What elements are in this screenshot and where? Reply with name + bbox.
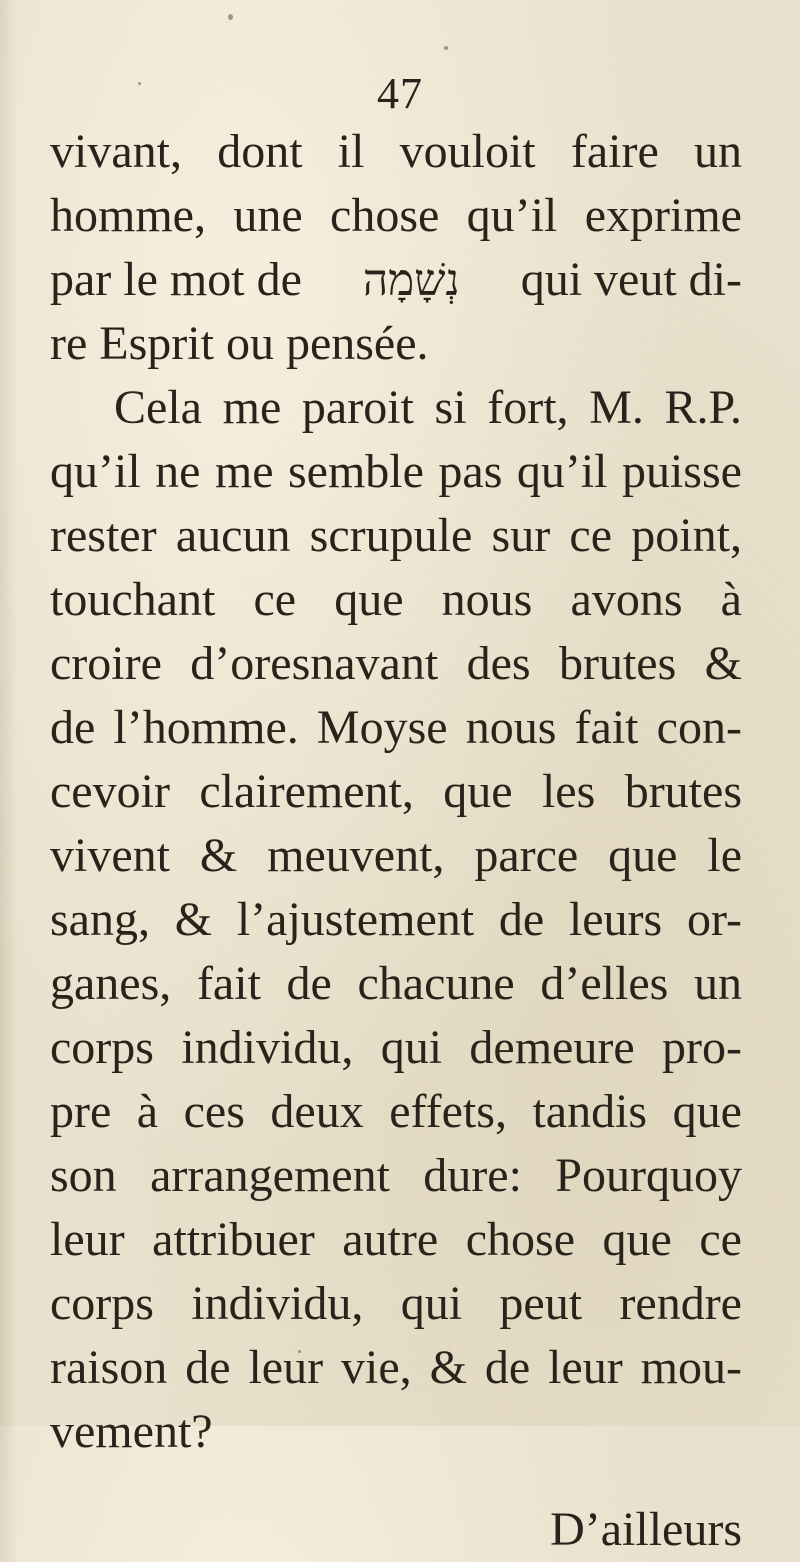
word: cevoir (50, 765, 170, 818)
word: deux (270, 1085, 364, 1138)
word: M. (589, 381, 644, 434)
word: si (434, 381, 467, 434)
word: avons (570, 573, 683, 626)
body-text (50, 120, 742, 1562)
word: & (174, 893, 213, 946)
word: tandis (532, 1085, 648, 1138)
word: effets, (389, 1085, 507, 1138)
word: puisse (621, 445, 742, 498)
word: qu’il (50, 445, 141, 498)
word: ces (183, 1085, 245, 1138)
word: dont (217, 125, 303, 178)
word: de (185, 1341, 231, 1394)
word: autre (342, 1213, 439, 1266)
word: un (693, 957, 742, 1010)
word: attribuer (152, 1213, 315, 1266)
text-line (50, 632, 742, 696)
word: d’elles (540, 957, 669, 1010)
word: peut (499, 1277, 583, 1330)
word: fait (196, 957, 261, 1010)
text-line (50, 824, 742, 888)
text-line (50, 120, 742, 184)
word: sang, (50, 893, 150, 946)
text-line (50, 888, 742, 952)
word: exprime (584, 189, 742, 242)
word: leur (548, 1341, 623, 1394)
word: ganes, (50, 957, 172, 1010)
word: scrupule (309, 509, 473, 562)
word: son (50, 1149, 117, 1202)
word: nous (441, 573, 533, 626)
word: semble (287, 445, 424, 498)
word: qu’il (466, 189, 558, 242)
ink-speck (444, 46, 448, 50)
word: Pourquoy (555, 1149, 742, 1202)
word: de (484, 1341, 531, 1394)
word: point, (631, 509, 742, 562)
word: une (233, 189, 303, 242)
word: des (466, 637, 531, 690)
word: corps (50, 1277, 154, 1330)
word: que (443, 765, 513, 818)
word: que (672, 1085, 742, 1138)
word: un (693, 125, 742, 178)
word: me (214, 445, 274, 498)
word: corps (50, 1021, 154, 1074)
word: touchant (50, 573, 216, 626)
paragraph-start-line (50, 376, 742, 440)
word: le (707, 829, 742, 882)
text-line (50, 504, 742, 568)
word: or- (686, 893, 742, 946)
word: ce (253, 573, 297, 626)
word: mou- (640, 1341, 742, 1394)
word: à (720, 573, 742, 626)
word: fait (574, 701, 639, 754)
word: con- (656, 701, 742, 754)
word: & (704, 637, 742, 690)
word: meuvent, (267, 829, 445, 882)
text-line (50, 440, 742, 504)
word: Cela (114, 381, 202, 434)
word: leur (248, 1341, 324, 1394)
word: chacune (357, 957, 515, 1010)
word: de (498, 893, 545, 946)
word: sur (491, 509, 551, 562)
word: d’oresnavant (190, 637, 439, 690)
word: demeure (469, 1021, 635, 1074)
catchword: D’ailleurs (550, 1503, 742, 1556)
text-segment: qui veut di- (520, 253, 742, 306)
word: il (337, 125, 365, 178)
word: vie, (341, 1341, 412, 1394)
word: rester (50, 509, 157, 562)
text-line (50, 1336, 742, 1400)
word: que (608, 829, 678, 882)
text-line (50, 1272, 742, 1336)
word: R.P. (664, 381, 742, 434)
word: me (222, 381, 282, 434)
word: nous (465, 701, 557, 754)
text-line: vement? (50, 1405, 213, 1458)
word: qu’il (516, 445, 608, 498)
word: pro- (662, 1021, 742, 1074)
text-line: re Esprit ou pensée. (50, 317, 429, 370)
text-line (50, 1144, 742, 1208)
word: ce (699, 1213, 742, 1266)
word: qui (380, 1021, 443, 1074)
word: dure: (423, 1149, 522, 1202)
word: l’homme. (113, 701, 299, 754)
word: pas (438, 445, 503, 498)
word: individu, (181, 1021, 354, 1074)
word: que (602, 1213, 672, 1266)
word: individu, (191, 1277, 364, 1330)
word: de (286, 957, 332, 1010)
word: & (429, 1341, 467, 1394)
word: de (50, 701, 96, 754)
text-line (50, 760, 742, 824)
word: vivant, (50, 125, 182, 178)
word: paroit (301, 381, 414, 434)
word: brutes (558, 637, 677, 690)
text-line (50, 696, 742, 760)
word: leur (50, 1213, 125, 1266)
word: que (334, 573, 404, 626)
word: homme, (50, 189, 206, 242)
word: clairement, (199, 765, 414, 818)
word: parce (474, 829, 579, 882)
word: raison (50, 1341, 168, 1394)
word: chose (465, 1213, 575, 1266)
word: brutes (624, 765, 742, 818)
word: à (136, 1085, 159, 1138)
word: ne (155, 445, 201, 498)
text-line (50, 1080, 742, 1144)
text-segment: par le mot de (50, 253, 302, 306)
word: chose (330, 189, 440, 242)
word: fort, (487, 381, 569, 434)
word: vivent (50, 829, 170, 882)
text-line (50, 952, 742, 1016)
word: rendre (619, 1277, 742, 1330)
word: ce (569, 509, 613, 562)
word: les (541, 765, 596, 818)
word: aucun (175, 509, 291, 562)
word: pre (50, 1085, 112, 1138)
hebrew-word: נְשָׁמָה (362, 255, 460, 306)
text-line (50, 184, 742, 248)
ink-speck (228, 14, 233, 20)
text-line (50, 1208, 742, 1272)
word: leurs (568, 893, 663, 946)
word: faire (570, 125, 659, 178)
word: Moyse (316, 701, 448, 754)
word: qui (400, 1277, 463, 1330)
word: vouloit (399, 125, 536, 178)
text-line (50, 1016, 742, 1080)
word: croire (50, 637, 162, 690)
text-line-with-hebrew (50, 248, 742, 312)
page-number: 47 (377, 69, 423, 118)
word: & (199, 829, 238, 882)
word: arrangement (150, 1149, 390, 1202)
text-line (50, 568, 742, 632)
word: l’ajustement (236, 893, 475, 946)
